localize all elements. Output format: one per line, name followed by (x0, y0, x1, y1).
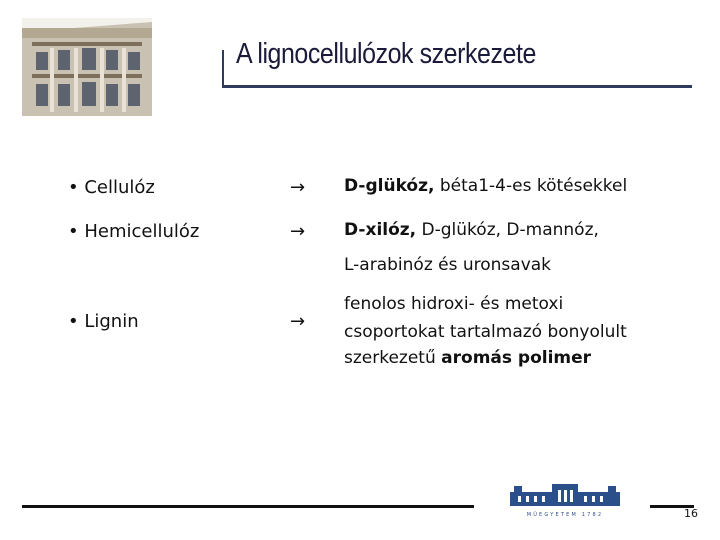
term-hemicellulose: • Hemicellulóz (68, 221, 200, 242)
desc-text: szerkezetű (344, 348, 442, 368)
arrow-icon: → (290, 177, 306, 198)
arrow-icon: → (290, 221, 306, 242)
desc-bold: aromás polimer (441, 348, 592, 368)
desc-hemicellulose-line2: L-arabinóz és uronsavak (344, 255, 552, 275)
desc-lignin-line2: csoportokat tartalmazó bonyolult (344, 322, 627, 342)
arrow-icon: → (290, 311, 306, 332)
university-logo (500, 478, 630, 520)
desc-cellulose (344, 174, 627, 198)
term-cellulose: • Cellulóz (68, 177, 155, 198)
desc-bold: D-glükóz, (344, 176, 435, 196)
logo-text: MŰEGYETEM 1782 (526, 512, 604, 518)
desc-lignin-line1: fenolos hidroxi- és metoxi (344, 294, 564, 314)
page-title: A lignocellulózok szerkezete (236, 38, 536, 70)
title-rule-left (222, 50, 224, 87)
desc-lignin-line3 (344, 346, 591, 370)
page-number: 16 (684, 507, 698, 520)
desc-text: D-glükóz, D-mannóz, (416, 220, 599, 240)
desc-text: béta1-4-es kötésekkel (434, 176, 628, 196)
footer-rule-left (22, 505, 474, 508)
title-underline (222, 85, 692, 88)
desc-bold: D-xilóz, (344, 220, 417, 240)
university-building-photo (22, 18, 152, 116)
term-lignin: • Lignin (68, 311, 139, 332)
desc-hemicellulose (344, 218, 599, 242)
